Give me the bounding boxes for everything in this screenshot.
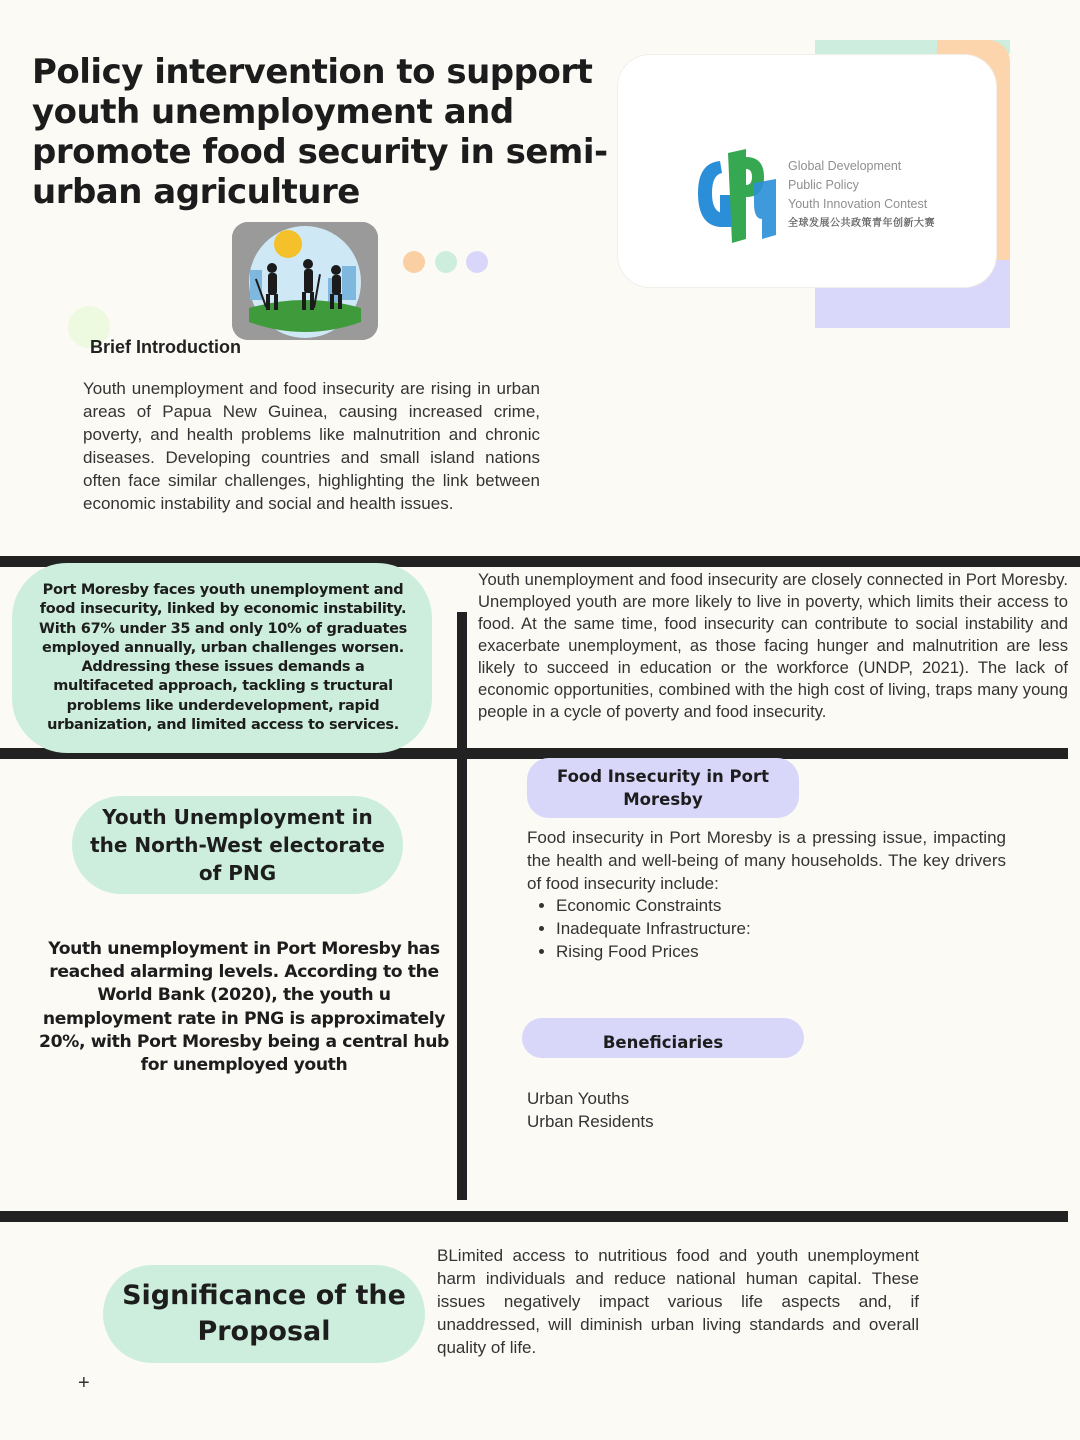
beneficiaries-list [527,1087,654,1133]
food-section-text: Food insecurity in Port Moresby is a pressing issue, impacting the health and well-being of many households. The key drivers of food insecurity include: [527,828,1006,893]
page-title: Policy intervention to support youth unemployment and promote food security in semi-urban agriculture [32,52,608,212]
logo-line-1: Global Development [788,159,902,173]
youth-section-text: Youth unemployment in Port Moresby has reached alarming levels. According to the World Bank (2020), the youth u nemployment rate in PNG is approximately 20%, with Port Moresby being a central hub for unemployed youth [39,939,449,1076]
gpp-logo-icon [692,143,782,248]
youth-section-heading: Youth Unemployment in the North-West electorate of PNG [72,796,403,894]
decor-dot-lavender [466,251,488,273]
logo-card [618,55,996,287]
list-item: Urban Residents [527,1112,654,1131]
list-item: Urban Youths [527,1089,630,1108]
plus-icon: + [78,1372,90,1394]
decor-dot-mint [435,251,457,273]
decor-dot-peach [403,251,425,273]
divider-bar-3 [0,1211,1068,1222]
significance-text: BLimited access to nutritious food and youth unemployment harm individuals and reduce national human capital. These issues negatively impact various life aspects and, if unaddressed, will diminish urban living standards and overall quality of life. [437,1246,919,1357]
list-item: • Inadequate Infrastructure: [556,917,751,940]
food-section-heading: Food Insecurity in Port Moresby [527,758,799,818]
brief-heading: Brief Introduction [90,337,241,357]
logo-text [788,157,988,233]
farmers-image-icon [232,222,378,340]
logo-line-3: Youth Innovation Contest [788,197,928,211]
summary-box: Port Moresby faces youth unemployment and food insecurity, linked by economic instability. With 67% under 35 and only 10% of graduates employed annually, urban challenges worsen. Addressing these issues demands a multifaceted approach, tackling s tructural problems like underdevelopment, rapid urbanization, and limited access to services. [12,563,432,753]
brief-text: Youth unemployment and food insecurity are rising in urban areas of Papua New Guinea, causing increased crime, poverty, and health problems like malnutrition and chronic diseases. Developing countries and small island nations often face similar challenges, highlighting the link between economic instability and social and health issues. [83,379,540,513]
list-item: • Economic Constraints [556,894,751,917]
connection-text: Youth unemployment and food insecurity are closely connected in Port Moresby. Unemployed youth are more likely to live in poverty, which limits their access to food. At the same time, food insecurity can contribute to social instability and exacerbate unemployment, as those facing hunger and malnutrition are less likely to succeed in education or the workforce (UNDP, 2021). The lack of economic opportunities, combined with the high cost of living, traps many young people in a cycle of poverty and food insecurity. [478,570,1068,721]
logo-line-2: Public Policy [788,178,859,192]
vertical-divider [457,612,467,1200]
list-item: • Rising Food Prices [556,940,751,963]
significance-heading: Significance of the Proposal [103,1265,425,1363]
food-drivers-list [530,894,751,963]
logo-line-4: 全球发展公共政策青年创新大赛 [788,218,935,229]
beneficiaries-heading: Beneficiaries [522,1018,804,1058]
farmers-illustration [232,222,378,340]
